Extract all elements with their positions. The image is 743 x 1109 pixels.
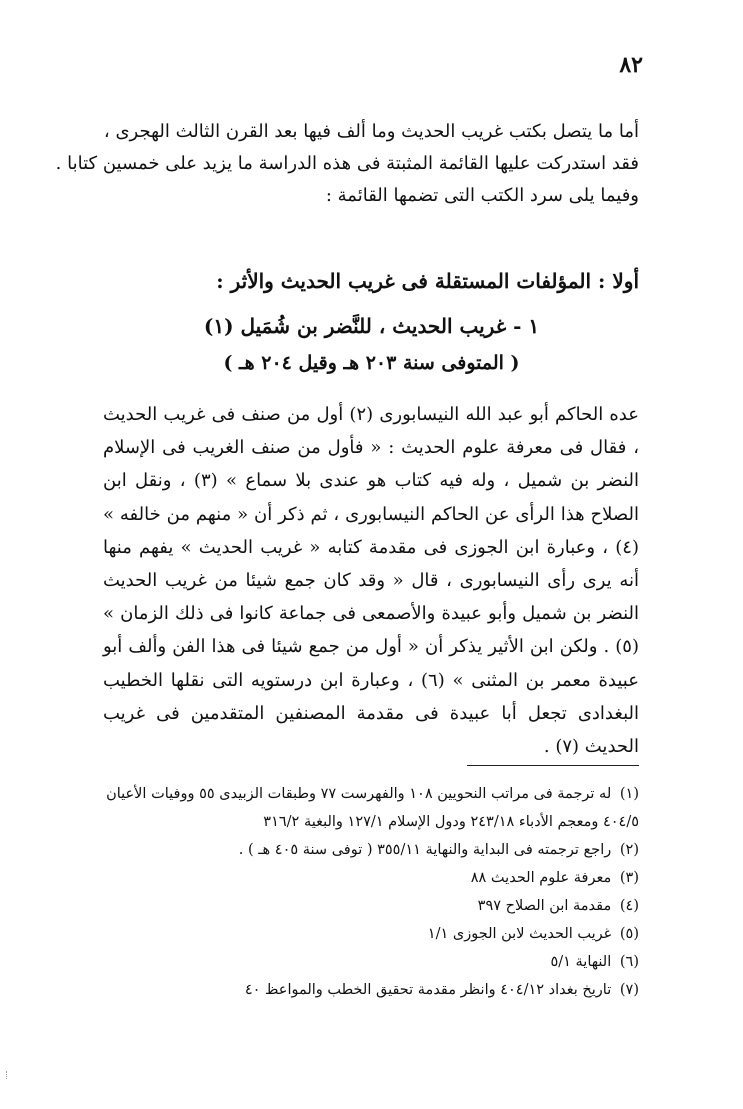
- entry-title: ١ - غريب الحديث ، للنَّضر بن شُمَيل (١): [203, 314, 540, 338]
- intro-paragraph: [55, 116, 639, 212]
- footnote-text: تاريخ بغداد ٤٠٤/١٢ وانظر مقدمة تحقيق الخطب والمواعظ ٤٠: [244, 982, 612, 998]
- footnote-number: (١): [619, 786, 639, 802]
- section-heading: أولا : المؤلفات المستقلة فى غريب الحديث والأثر :: [216, 269, 639, 293]
- intro-line: وفيما يلى سرد الكتب التى تضمها القائمة :: [325, 185, 639, 206]
- footnote-number: (٣): [619, 870, 639, 886]
- entry-subtitle: ( المتوفى سنة ٢٠٣ هـ وقيل ٢٠٤ هـ ): [223, 352, 520, 374]
- footnote-text: راجع ترجمته فى البداية والنهاية ٣٥٥/١١ ( توفى سنة ٤٠٥ هـ ) .: [238, 842, 612, 858]
- footnote-item: [99, 976, 639, 1004]
- body-paragraph: عده الحاكم أبو عبد الله النيسابورى (٢) أول من صنف فى غريب الحديث ، فقال فى معرفة علوم الحديث : « فأول من صنف الغريب فى الإسلام النضر بن شميل ، وله فيه كتاب هو عندى بلا سماع » (٣) ، ونقل ابن الصلاح هذا الرأى عن الحاكم النيسابورى ، ثم ذكر أن « منهم من خالفه » (٤) ، وعبارة ابن الجوزى فى مقدمة كتابه « غريب الحديث » يفهم منها أنه يرى رأى النيسابورى ، قال « وقد كان جمع شيئا من غريب الحديث النضر بن شميل وأبو عبيدة والأصمعى فى جماعة كانوا فى ذلك الزمان » (٥) . ولكن ابن الأثير يذكر أن « أول من جمع شيئا فى هذا الفن وألف أبو عبيدة معمر بن المثنى » (٦) ، وعبارة ابن درستويه التى نقلها الخطيب البغدادى تجعل أبا عبيدة فى مقدمة المصنفين المتقدمين فى غريب الحديث (٧) .: [103, 404, 639, 758]
- footnote-text: النهاية ٥/١: [550, 954, 612, 970]
- footnote-text: معرفة علوم الحديث ٨٨: [470, 870, 612, 886]
- footnote-text: غريب الحديث لابن الجوزى ١/١: [427, 926, 612, 942]
- footnote-number: (٢): [619, 842, 639, 858]
- footnote-item: [99, 920, 639, 948]
- footnote-number: (٤): [619, 898, 639, 914]
- footnote-item: [99, 892, 639, 920]
- page-number: ٨٢: [619, 52, 643, 78]
- footnote-number: (٥): [619, 926, 639, 942]
- footnote-divider: [467, 765, 639, 766]
- intro-line: أما ما يتصل بكتب غريب الحديث وما ألف فيها بعد القرن الثالث الهجرى ،: [103, 121, 639, 142]
- footnote-item: [99, 836, 639, 864]
- intro-line: فقد استدركت عليها القائمة المثبتة فى هذه الدراسة ما يزيد على خمسين كتابا .: [55, 153, 639, 174]
- footnote-number: (٦): [619, 954, 639, 970]
- footnote-text: مقدمة ابن الصلاح ٣٩٧: [477, 898, 612, 914]
- footnotes-list: [99, 780, 639, 1004]
- footnote-number: (٧): [619, 982, 639, 998]
- footnote-item: [99, 948, 639, 976]
- footnote-item: [99, 780, 639, 836]
- scan-mark: [6, 1071, 11, 1079]
- footnote-text: له ترجمة فى مراتب النحويين ١٠٨ والفهرست ٧٧ وطبقات الزبيدى ٥٥ ووفيات الأعيان ٤٠٤/٥ ومعجم الأدباء ٢٤٣/١٨ ودول الإسلام ١٢٧/١ والبغية ٣١٦/٢: [106, 786, 639, 830]
- footnote-item: [99, 864, 639, 892]
